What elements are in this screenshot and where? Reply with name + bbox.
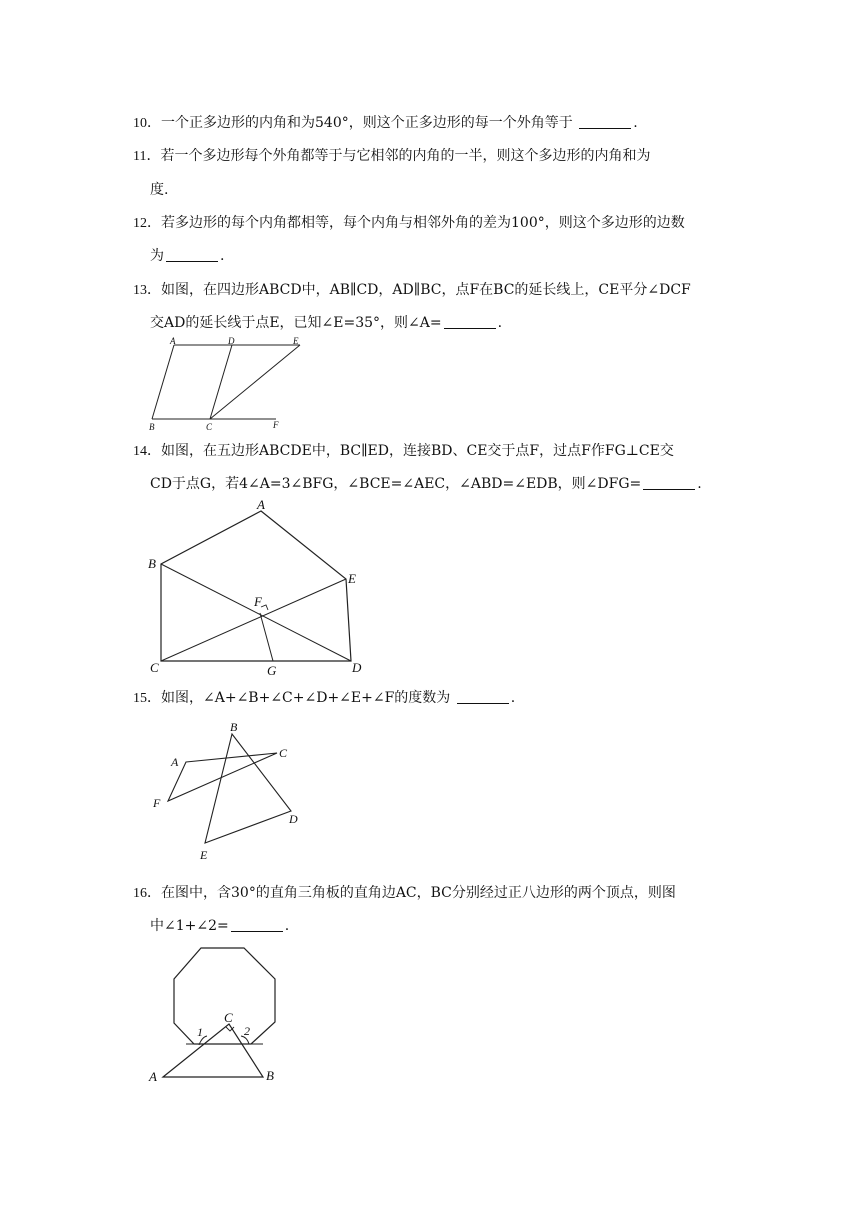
label-D: D	[228, 336, 235, 346]
label-D: D	[289, 812, 298, 826]
problem-14-line-1	[133, 441, 674, 461]
label-angle-1: 1	[197, 1025, 203, 1039]
problem-text: 度.	[150, 182, 169, 198]
problem-tail: .	[633, 115, 638, 131]
figure-15-star	[145, 715, 325, 865]
label-F: F	[273, 420, 279, 430]
answer-blank[interactable]	[444, 314, 496, 329]
problem-number: 16．	[133, 886, 161, 901]
problem-text: 若多边形的每个内角都相等，每个内角与相邻外角的差为100°，则这个多边形的边数	[161, 215, 685, 231]
problem-15-line-1	[133, 688, 515, 708]
problem-text: 在图中，含30°的直角三角板的直角边AC，BC分别经过正八边形的两个顶点，则图	[161, 885, 676, 901]
problem-12-line-2	[150, 246, 224, 266]
problem-tail: .	[284, 918, 290, 934]
figure-16-octagon-triangle	[140, 940, 300, 1090]
problem-tail: .	[510, 690, 516, 706]
label-E: E	[200, 848, 208, 862]
problem-16-line-1	[133, 883, 676, 903]
answer-blank[interactable]	[643, 475, 695, 490]
answer-blank[interactable]	[579, 114, 631, 129]
problem-text: 交AD的延长线于点E，已知∠E=35°，则∠A=	[150, 315, 442, 331]
problem-14-line-2	[150, 474, 702, 494]
problem-text: 如图，在四边形ABCD中，AB∥CD，AD∥BC，点F在BC的延长线上，CE平分∠DCF	[161, 282, 691, 298]
answer-blank[interactable]	[166, 247, 218, 262]
problem-tail: .	[220, 248, 225, 264]
problem-text: CD于点G，若4∠A=3∠BFG，∠BCE=∠AEC，∠ABD=∠EDB，则∠DFG=	[150, 476, 642, 492]
label-B: B	[266, 1068, 274, 1083]
label-angle-2: 2	[244, 1024, 250, 1038]
problem-10-line-1	[133, 113, 638, 133]
problem-number: 14．	[133, 444, 161, 459]
problem-number: 15．	[133, 691, 161, 706]
figure-14-pentagon	[140, 495, 380, 685]
problem-text: 一个正多边形的内角和为540°，则这个正多边形的每一个外角等于	[161, 115, 573, 131]
problem-text: 如图，∠A+∠B+∠C+∠D+∠E+∠F的度数为	[161, 690, 451, 706]
problem-number: 11．	[133, 149, 161, 164]
label-B: B	[149, 422, 155, 432]
problem-text: 为	[150, 248, 164, 264]
answer-blank[interactable]	[457, 689, 509, 704]
label-C: C	[150, 660, 159, 675]
figure-13-parallelogram	[140, 335, 320, 435]
problem-13-line-1	[133, 280, 691, 300]
label-A: A	[171, 755, 179, 769]
label-B: B	[148, 556, 156, 571]
label-D: D	[352, 660, 362, 675]
label-C: C	[224, 1010, 233, 1025]
label-A: A	[149, 1069, 157, 1084]
label-A: A	[257, 497, 265, 512]
label-C: C	[206, 422, 213, 432]
problem-13-line-2	[150, 313, 502, 333]
problem-number: 10．	[133, 116, 161, 131]
label-F: F	[254, 594, 262, 609]
label-E: E	[293, 336, 299, 346]
problem-12-line-1	[133, 213, 685, 233]
problem-text: 若一个多边形每个外角都等于与它相邻的内角的一半，则这个多边形的内角和为	[160, 148, 651, 164]
problem-11-line-1	[133, 146, 650, 166]
problem-tail: .	[497, 315, 503, 331]
label-E: E	[348, 571, 356, 586]
problem-text: 中∠1+∠2=	[150, 918, 229, 934]
problem-tail: .	[697, 476, 702, 492]
label-G: G	[267, 663, 277, 678]
problem-text: 如图，在五边形ABCDE中，BC∥ED，连接BD、CE交于点F，过点F作FG⊥CE交	[161, 443, 674, 459]
label-B: B	[230, 720, 238, 734]
problem-11-line-2	[150, 180, 168, 200]
label-F: F	[153, 796, 161, 810]
problem-number: 13．	[133, 283, 161, 298]
problem-16-line-2	[150, 916, 289, 936]
problem-number: 12．	[133, 216, 161, 231]
label-A: A	[170, 336, 176, 346]
answer-blank[interactable]	[231, 917, 283, 932]
label-C: C	[279, 746, 288, 760]
